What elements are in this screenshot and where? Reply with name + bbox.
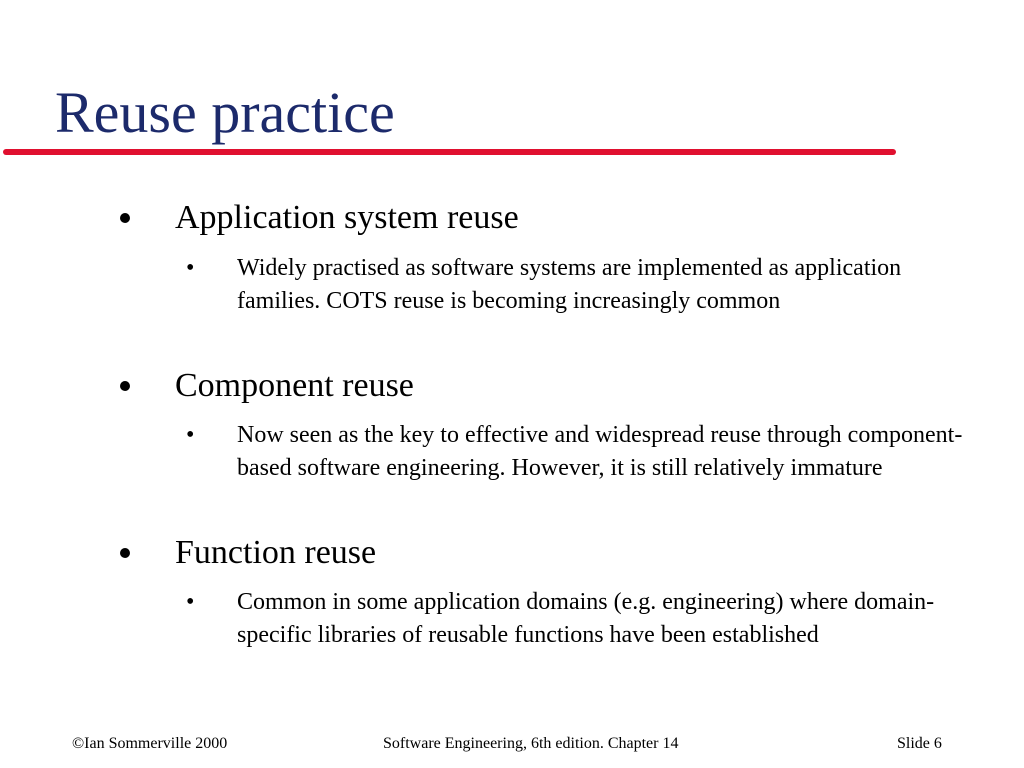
footer-book-title: Software Engineering, 6th edition. Chapter 14: [383, 735, 679, 752]
title-underline: [3, 149, 896, 155]
sub-bullet-text: Widely practised as software systems are implemented as application families. COTS reuse is becoming increasingly common: [237, 255, 902, 314]
slide-title: Reuse practice: [55, 80, 395, 145]
bullet-dot-icon: [120, 213, 130, 223]
bullet-label: Component reuse: [175, 367, 414, 404]
footer-slide-number: Slide 6: [897, 735, 942, 752]
bullet-label: Application system reuse: [175, 199, 519, 236]
bullet-dot-icon: [120, 381, 130, 391]
sub-bullet-text: Common in some application domains (e.g. engineering) where domain-specific libraries of reusable functions have been established: [237, 589, 935, 648]
sub-bullet-mark-icon: •: [186, 422, 195, 448]
bullet-dot-icon: [120, 548, 130, 558]
sub-bullet-text: Now seen as the key to effective and widespread reuse through component-based software engineering. However, it is still relatively immature: [237, 422, 963, 481]
sub-bullet-mark-icon: •: [186, 589, 195, 615]
sub-bullet-mark-icon: •: [186, 255, 195, 281]
bullet-label: Function reuse: [175, 534, 377, 571]
footer-copyright: ©Ian Sommerville 2000: [72, 735, 228, 752]
